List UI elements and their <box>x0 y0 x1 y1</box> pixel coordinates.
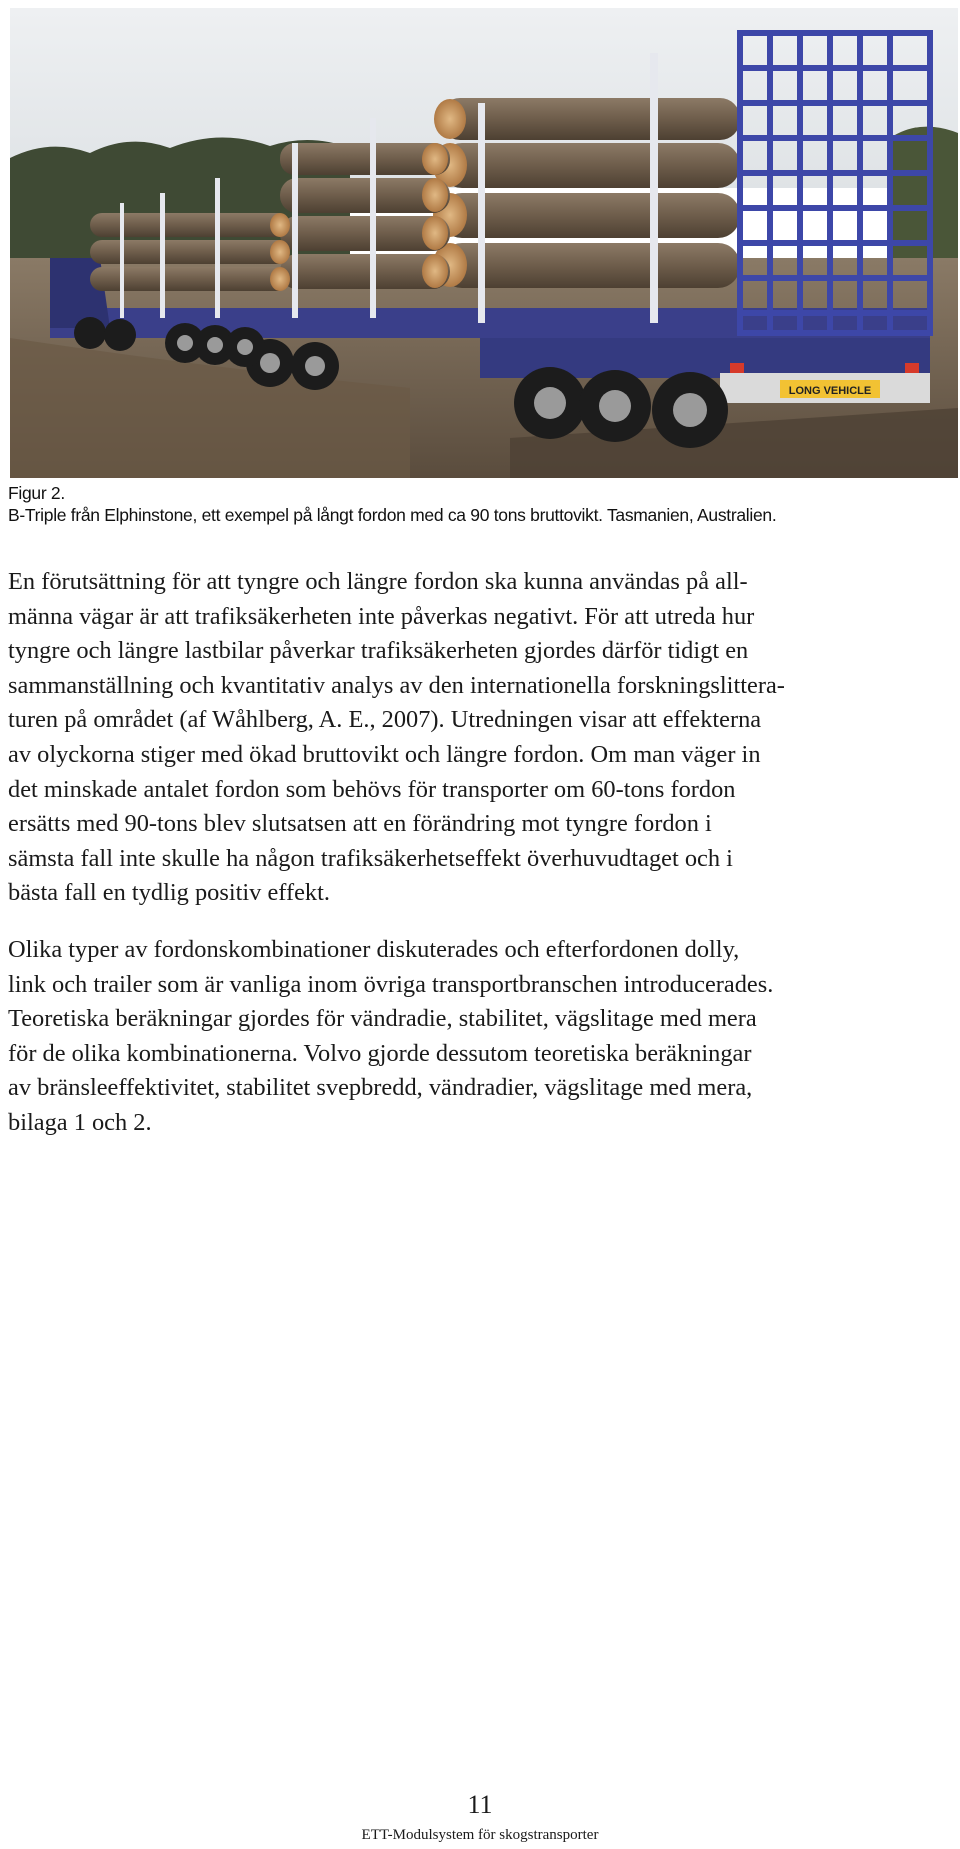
text-line: det minskade antalet fordon som behövs för transporter om 60-tons fordon <box>8 775 736 803</box>
figure-caption-text: B-Triple från Elphinstone, ett exempel på långt fordon med ca 90 tons bruttovikt. Tasmanien, Australien. <box>8 505 777 525</box>
text-line: för de olika kombinationerna. Volvo gjorde dessutom teoretiska beräkningar <box>8 1039 752 1067</box>
log-truck-photo <box>10 8 958 478</box>
figure-caption <box>8 482 948 526</box>
figure-photo <box>10 8 958 478</box>
text-line: bilaga 1 och 2. <box>8 1108 152 1136</box>
text-line: Olika typer av fordonskombinationer diskuterades och efterfordonen dolly, <box>8 935 740 963</box>
text-line: link och trailer som är vanliga inom övriga transportbranschen introducerades. <box>8 970 774 998</box>
text-line: sämsta fall inte skulle ha någon trafiksäkerhetseffekt överhuvudtaget och i <box>8 844 733 872</box>
plate-text: LONG VEHICLE <box>788 385 872 397</box>
paragraph-1 <box>8 565 956 911</box>
figure-label: Figur 2. <box>8 483 65 503</box>
text-line: Teoretiska beräkningar gjordes för vändradie, stabilitet, vägslitage med mera <box>8 1005 757 1033</box>
text-line: ersätts med 90-tons blev slutsatsen att en förändring mot tyngre fordon i <box>8 810 712 838</box>
text-line: av olyckorna stiger med ökad bruttovikt och längre fordon. Om man väger in <box>8 740 761 768</box>
text-line: männa vägar är att trafiksäkerheten inte påverkas negativt. För att utreda hur <box>8 602 755 630</box>
body-text <box>8 565 956 1163</box>
paragraph-2 <box>8 933 956 1141</box>
page-footer: ETT-Modulsystem för skogstransporter <box>361 1827 599 1843</box>
page-number: 11 <box>467 1790 493 1819</box>
text-line: En förutsättning för att tyngre och längre fordon ska kunna användas på all- <box>8 568 748 595</box>
text-line: tyngre och längre lastbilar påverkar trafiksäkerheten gjordes därför tidigt en <box>8 637 749 665</box>
text-line: av bränsleeffektivitet, stabilitet svepbredd, vändradier, vägslitage med mera, <box>8 1074 753 1102</box>
text-line: turen på området (af Wåhlberg, A. E., 2007). Utredningen visar att effekterna <box>8 706 762 734</box>
text-line: bästa fall en tydlig positiv effekt. <box>8 879 330 907</box>
text-line: sammanställning och kvantitativ analys av den internationella forskningslittera- <box>8 671 785 699</box>
